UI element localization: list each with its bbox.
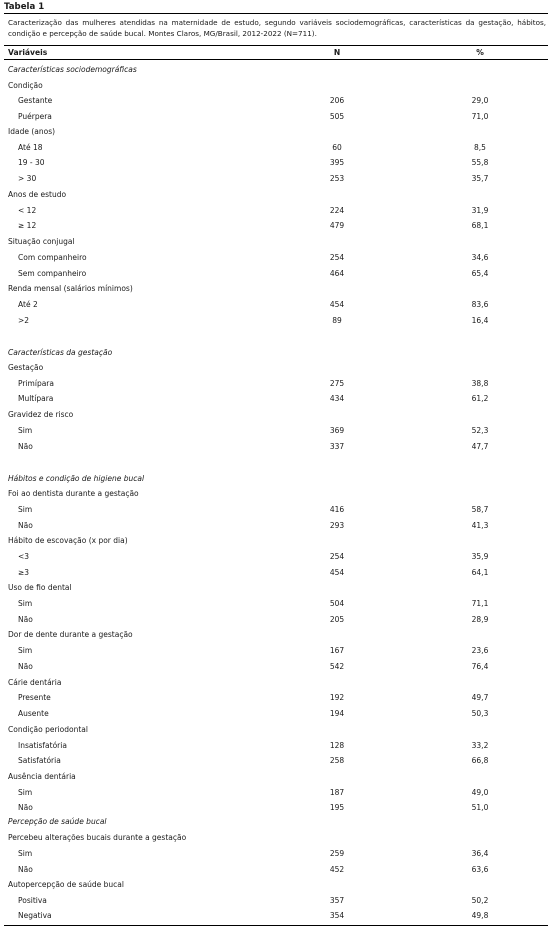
row-pct-value: 49,0 — [471, 788, 489, 797]
table-row — [0, 802, 550, 814]
row-pct-value: 49,7 — [471, 693, 489, 702]
row-category-label: Com companheiro — [18, 253, 87, 262]
row-category-label: Sem companheiro — [18, 269, 87, 278]
row-category-label: Não — [18, 521, 33, 530]
row-pct-value: 8,5 — [474, 143, 486, 152]
row-n-value: 293 — [329, 521, 345, 530]
table-row — [0, 315, 550, 327]
table-row — [0, 252, 550, 264]
row-category-label: >2 — [18, 316, 30, 325]
table-row — [0, 299, 550, 311]
section-heading-row — [0, 473, 550, 485]
row-category-label: Não — [18, 662, 33, 671]
variable-label: Percebeu alterações bucais durante a gestação — [8, 833, 187, 842]
header-n: N — [333, 48, 341, 57]
section-heading-row — [0, 347, 550, 359]
row-pct-value: 66,8 — [471, 756, 489, 765]
table-row — [0, 848, 550, 860]
row-pct-value: 71,0 — [471, 112, 489, 121]
table-row — [0, 708, 550, 720]
section-heading-row — [0, 64, 550, 76]
row-pct-value: 36,4 — [471, 849, 489, 858]
row-category-label: Sim — [18, 505, 33, 514]
variable-group-row — [0, 879, 550, 891]
row-n-value: 416 — [329, 505, 345, 514]
row-pct-value: 76,4 — [471, 662, 489, 671]
row-category-label: Sim — [18, 849, 33, 858]
row-n-value: 369 — [329, 426, 345, 435]
table-row — [0, 142, 550, 154]
row-n-value: 454 — [329, 300, 345, 309]
table-row — [0, 895, 550, 907]
row-category-label: <3 — [18, 552, 30, 561]
table-row — [0, 441, 550, 453]
variable-label: Gravidez de risco — [8, 410, 74, 419]
table-row — [0, 692, 550, 704]
row-pct-value: 51,0 — [471, 803, 489, 812]
table-row — [0, 520, 550, 532]
row-n-value: 254 — [329, 253, 345, 262]
row-pct-value: 50,3 — [471, 709, 489, 718]
bottom-rule — [4, 925, 548, 926]
table-row — [0, 173, 550, 185]
row-n-value: 337 — [329, 442, 345, 451]
table-row — [0, 755, 550, 767]
row-n-value: 60 — [332, 143, 342, 152]
variable-group-row — [0, 189, 550, 201]
variable-group-row — [0, 236, 550, 248]
row-category-label: Sim — [18, 426, 33, 435]
row-n-value: 224 — [329, 206, 345, 215]
row-category-label: Insatisfatória — [18, 741, 67, 750]
table-row — [0, 205, 550, 217]
row-category-label: ≥3 — [18, 568, 30, 577]
variable-group-row — [0, 832, 550, 844]
row-pct-value: 28,9 — [471, 615, 489, 624]
section-label: Características da gestação — [8, 348, 113, 357]
row-n-value: 479 — [329, 221, 345, 230]
row-n-value: 395 — [329, 158, 345, 167]
table-row — [0, 220, 550, 232]
table-row — [0, 567, 550, 579]
table-row — [0, 378, 550, 390]
variable-group-row — [0, 771, 550, 783]
section-label: Características sociodemográficas — [8, 65, 137, 74]
row-category-label: Não — [18, 865, 33, 874]
row-category-label: 19 - 30 — [18, 158, 45, 167]
row-n-value: 275 — [329, 379, 345, 388]
row-n-value: 128 — [329, 741, 345, 750]
row-n-value: 206 — [329, 96, 345, 105]
row-n-value: 504 — [329, 599, 345, 608]
row-category-label: Até 2 — [18, 300, 38, 309]
row-pct-value: 64,1 — [471, 568, 489, 577]
variable-label: Cárie dentária — [8, 678, 62, 687]
row-pct-value: 29,0 — [471, 96, 489, 105]
variable-label: Uso de fio dental — [8, 583, 72, 592]
row-category-label: Não — [18, 442, 33, 451]
variable-group-row — [0, 488, 550, 500]
table-row — [0, 111, 550, 123]
row-pct-value: 65,4 — [471, 269, 489, 278]
variable-label: Anos de estudo — [8, 190, 67, 199]
row-category-label: Sim — [18, 646, 33, 655]
row-pct-value: 68,1 — [471, 221, 489, 230]
row-pct-value: 41,3 — [471, 521, 489, 530]
row-category-label: Sim — [18, 788, 33, 797]
row-n-value: 542 — [329, 662, 345, 671]
section-label: Percepção de saúde bucal — [8, 817, 107, 826]
header-pct: % — [476, 48, 484, 57]
variable-label: Idade (anos) — [8, 127, 56, 136]
row-n-value: 258 — [329, 756, 345, 765]
row-n-value: 187 — [329, 788, 345, 797]
row-pct-value: 61,2 — [471, 394, 489, 403]
header-variable: Variáveis — [8, 48, 48, 57]
row-category-label: > 30 — [18, 174, 37, 183]
variable-label: Ausência dentária — [8, 772, 76, 781]
row-n-value: 205 — [329, 615, 345, 624]
table-row — [0, 157, 550, 169]
table-row — [0, 645, 550, 657]
row-category-label: Não — [18, 615, 33, 624]
variable-group-row — [0, 283, 550, 295]
table-row — [0, 393, 550, 405]
row-n-value: 259 — [329, 849, 345, 858]
table-row — [0, 614, 550, 626]
row-pct-value: 83,6 — [471, 300, 489, 309]
table-row — [0, 740, 550, 752]
table-row — [0, 787, 550, 799]
row-n-value: 357 — [329, 896, 345, 905]
table-row — [0, 661, 550, 673]
row-pct-value: 71,1 — [471, 599, 489, 608]
row-n-value: 194 — [329, 709, 345, 718]
variable-group-row — [0, 80, 550, 92]
table-row — [0, 425, 550, 437]
row-n-value: 192 — [329, 693, 345, 702]
row-pct-value: 33,2 — [471, 741, 489, 750]
row-pct-value: 31,9 — [471, 206, 489, 215]
row-category-label: Sim — [18, 599, 33, 608]
section-heading-row — [0, 816, 550, 828]
variable-label: Foi ao dentista durante a gestação — [8, 489, 139, 498]
table-row — [0, 268, 550, 280]
variable-label: Dor de dente durante a gestação — [8, 630, 133, 639]
row-n-value: 505 — [329, 112, 345, 121]
variable-label: Gestação — [8, 363, 44, 372]
row-pct-value: 52,3 — [471, 426, 489, 435]
row-n-value: 454 — [329, 568, 345, 577]
variable-group-row — [0, 535, 550, 547]
row-n-value: 354 — [329, 911, 345, 920]
row-n-value: 253 — [329, 174, 345, 183]
table-row — [0, 551, 550, 563]
row-pct-value: 58,7 — [471, 505, 489, 514]
row-pct-value: 35,7 — [471, 174, 489, 183]
row-pct-value: 63,6 — [471, 865, 489, 874]
row-n-value: 254 — [329, 552, 345, 561]
variable-group-row — [0, 724, 550, 736]
variable-group-row — [0, 126, 550, 138]
row-pct-value: 50,2 — [471, 896, 489, 905]
variable-group-row — [0, 677, 550, 689]
variable-label: Situação conjugal — [8, 237, 75, 246]
row-category-label: Presente — [18, 693, 51, 702]
row-pct-value: 49,8 — [471, 911, 489, 920]
row-category-label: Não — [18, 803, 33, 812]
row-category-label: Primípara — [18, 379, 54, 388]
row-category-label: Até 18 — [18, 143, 43, 152]
row-category-label: < 12 — [18, 206, 37, 215]
row-pct-value: 35,9 — [471, 552, 489, 561]
table-row — [0, 864, 550, 876]
variable-group-row — [0, 362, 550, 374]
row-category-label: ≥ 12 — [18, 221, 37, 230]
row-pct-value: 34,6 — [471, 253, 489, 262]
row-category-label: Satisfatória — [18, 756, 61, 765]
row-n-value: 89 — [332, 316, 342, 325]
variable-label: Renda mensal (salários mínimos) — [8, 284, 133, 293]
row-n-value: 167 — [329, 646, 345, 655]
row-n-value: 434 — [329, 394, 345, 403]
table-row — [0, 504, 550, 516]
variable-label: Condição — [8, 81, 43, 90]
row-category-label: Positiva — [18, 896, 47, 905]
row-category-label: Puérpera — [18, 112, 52, 121]
row-category-label: Ausente — [18, 709, 49, 718]
variable-group-row — [0, 629, 550, 641]
row-n-value: 452 — [329, 865, 345, 874]
table-row — [0, 910, 550, 922]
row-pct-value: 23,6 — [471, 646, 489, 655]
variable-group-row — [0, 409, 550, 421]
row-category-label: Multípara — [18, 394, 54, 403]
table-row — [0, 95, 550, 107]
row-pct-value: 47,7 — [471, 442, 489, 451]
row-pct-value: 16,4 — [471, 316, 489, 325]
row-category-label: Gestante — [18, 96, 53, 105]
variable-label: Condição periodontal — [8, 725, 88, 734]
variable-label: Autopercepção de saúde bucal — [8, 880, 124, 889]
row-n-value: 464 — [329, 269, 345, 278]
row-n-value: 195 — [329, 803, 345, 812]
table-caption: Caracterização das mulheres atendidas na maternidade de estudo, segundo variáveis sociodemográficas, características da gestação, hábitos, condição e percepção de saúde bucal. Montes Claros, MG/Brasil, 2012-2022 (N=711). — [8, 18, 546, 38]
variable-group-row — [0, 582, 550, 594]
row-category-label: Negativa — [18, 911, 52, 920]
row-pct-value: 38,8 — [471, 379, 489, 388]
variable-label: Hábito de escovação (x por dia) — [8, 536, 128, 545]
table-title: Tabela 1 — [4, 2, 45, 12]
row-pct-value: 55,8 — [471, 158, 489, 167]
section-label: Hábitos e condição de higiene bucal — [8, 474, 145, 483]
table-row — [0, 598, 550, 610]
